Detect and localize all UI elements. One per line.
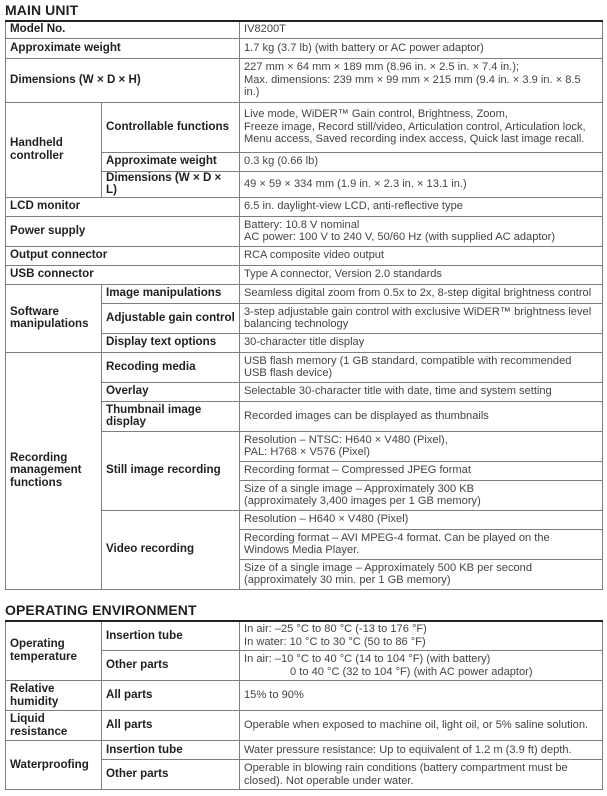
- value-line: USB flash device): [244, 367, 333, 380]
- group-label: [6, 681, 102, 711]
- row-label: Approximate weight: [6, 38, 240, 58]
- row-label: Insertion tube: [102, 621, 240, 651]
- row-label: Power supply: [6, 216, 240, 246]
- row-label: Other parts: [102, 651, 240, 681]
- row-label: Recoding media: [102, 352, 240, 382]
- value-line: AC power: 100 V to 240 V, 50/60 Hz (with supplied AC adaptor): [244, 231, 556, 244]
- row-value: [240, 480, 603, 510]
- value-line: Live mode, WiDER™ Gain control, Brightness, Zoom,: [244, 108, 508, 121]
- row-value: [240, 352, 603, 382]
- row-value: Resolution – H640 × V480 (Pixel): [240, 510, 603, 529]
- label-line: Software: [10, 304, 59, 318]
- row-value: [240, 621, 603, 651]
- row-label: Insertion tube: [102, 741, 240, 760]
- table-row: [6, 216, 603, 246]
- value-line: Recording format – AVI MPEG-4 format. Can be played on the: [244, 531, 550, 544]
- row-value: Recorded images can be displayed as thumbnails: [240, 401, 603, 431]
- row-label: Overlay: [102, 382, 240, 401]
- row-label: Output connector: [6, 246, 240, 265]
- value-line: in.): [244, 86, 260, 99]
- value-line: Max. dimensions: 239 mm × 99 mm × 215 mm (9.4 in. × 3.9 in. × 8.5: [244, 73, 581, 86]
- row-value: Operable when exposed to machine oil, light oil, or 5% saline solution.: [240, 711, 603, 741]
- value-line: 0 to 40 °C (32 to 104 °F) (with AC power adaptor): [290, 665, 533, 678]
- table-row: [6, 38, 603, 58]
- value-line: Freeze image, Record still/video, Articulation control, Articulation lock,: [244, 120, 586, 133]
- value-line: Operable in blowing rain conditions (battery compartment must be: [244, 762, 568, 775]
- value-line: In air: –10 °C to 40 °C (14 to 104 °F) (with battery): [244, 653, 491, 666]
- row-value: [240, 102, 603, 152]
- row-value: Type A connector, Version 2.0 standards: [240, 265, 603, 284]
- row-value: RCA composite video output: [240, 246, 603, 265]
- table-row: [6, 58, 603, 102]
- row-label: [102, 401, 240, 431]
- row-value: [240, 431, 603, 461]
- row-value: IV8200T: [240, 21, 603, 38]
- row-label: Approximate weight: [102, 152, 240, 171]
- label-line: Operating: [10, 637, 65, 651]
- row-value: Seamless digital zoom from 0.5x to 2x, 8-step digital brightness control: [240, 284, 603, 303]
- table-row: [6, 352, 603, 382]
- group-label: Waterproofing: [6, 741, 102, 790]
- table-row: [6, 711, 603, 741]
- row-label: Image manipulations: [102, 284, 240, 303]
- table-row: [6, 102, 603, 152]
- table-row: [6, 284, 603, 303]
- label-line: resistance: [10, 724, 68, 738]
- value-line: (approximately 30 min. per 1 GB memory): [244, 574, 451, 587]
- table-row: [6, 246, 603, 265]
- row-value: 0.3 kg (0.66 lb): [240, 152, 603, 171]
- value-line: Size of a single image – Approximately 300 KB: [244, 482, 475, 495]
- row-value: Selectable 30-character title with date, time and system setting: [240, 382, 603, 401]
- label-line: Thumbnail image: [106, 402, 202, 416]
- table-row: [6, 621, 603, 651]
- row-value: [240, 651, 603, 681]
- row-value: [240, 529, 603, 559]
- label-line: manipulations: [10, 317, 89, 331]
- row-value: [240, 216, 603, 246]
- row-value: 49 × 59 × 334 mm (1.9 in. × 2.3 in. × 13.1 in.): [240, 171, 603, 197]
- row-label: Display text options: [102, 333, 240, 352]
- row-label: Still image recording: [102, 431, 240, 510]
- label-line: Relative: [10, 682, 55, 696]
- value-line: balancing technology: [244, 318, 349, 331]
- operating-environment-table: [5, 620, 603, 791]
- value-line: In water: 10 °C to 30 °C (50 to 86 °F): [244, 635, 426, 648]
- row-label: Video recording: [102, 510, 240, 589]
- group-label: [6, 352, 102, 589]
- row-value: [240, 58, 603, 102]
- value-line: 227 mm × 64 mm × 189 mm (8.96 in. × 2.5 in. × 7.4 in.);: [244, 61, 520, 74]
- row-value: 30-character title display: [240, 333, 603, 352]
- value-line: PAL: H768 × V576 (Pixel): [244, 446, 370, 459]
- group-label: [6, 711, 102, 741]
- group-label: [6, 621, 102, 681]
- value-line: closed). Not operable under water.: [244, 774, 414, 787]
- row-label: Dimensions (W × D × L): [102, 171, 240, 197]
- value-line: Windows Media Player.: [244, 544, 360, 557]
- label-line: controller: [10, 148, 64, 162]
- row-label: USB connector: [6, 265, 240, 284]
- value-line: Battery: 10.8 V nominal: [244, 218, 360, 231]
- value-line: Size of a single image – Approximately 500 KB per second: [244, 561, 533, 574]
- table-row: [6, 741, 603, 760]
- group-label: [6, 102, 102, 197]
- row-label: Dimensions (W × D × H): [6, 58, 240, 102]
- table-row: [6, 21, 603, 38]
- value-line: Resolution – NTSC: H640 × V480 (Pixel),: [244, 433, 448, 446]
- main-unit-heading: MAIN UNIT: [5, 2, 79, 18]
- row-label: Other parts: [102, 760, 240, 790]
- label-line: temperature: [10, 649, 78, 663]
- table-row: [6, 265, 603, 284]
- label-line: Handheld: [10, 136, 63, 149]
- operating-environment-heading: OPERATING ENVIRONMENT: [5, 601, 197, 618]
- row-value: 15% to 90%: [240, 681, 603, 711]
- row-label: Controllable functions: [102, 102, 240, 152]
- value-line: In air: –25 °C to 80 °C (-13 to 176 °F): [244, 623, 427, 636]
- row-value: [240, 303, 603, 333]
- row-label: Model No.: [6, 21, 240, 38]
- value-line: Menu access, Saved recording index access, Quick last image recall.: [244, 133, 585, 146]
- row-value: Water pressure resistance: Up to equivalent of 1.2 m (3.9 ft) depth.: [240, 741, 603, 760]
- label-line: functions: [10, 475, 63, 489]
- row-label: LCD monitor: [6, 197, 240, 216]
- value-line: (approximately 3,400 images per 1 GB memory): [244, 495, 481, 508]
- group-label: [6, 284, 102, 352]
- row-value: [240, 760, 603, 790]
- row-value: 6.5 in. daylight-view LCD, anti-reflective type: [240, 197, 603, 216]
- label-line: management: [10, 463, 82, 477]
- label-line: Liquid: [10, 712, 45, 726]
- row-value: 1.7 kg (3.7 lb) (with battery or AC power adaptor): [240, 38, 603, 58]
- value-line: 3-step adjustable gain control with exclusive WiDER™ brightness level: [244, 305, 592, 318]
- main-unit-table: [5, 20, 603, 590]
- row-label: Adjustable gain control: [102, 303, 240, 333]
- label-line: humidity: [10, 694, 59, 708]
- row-label: All parts: [102, 711, 240, 741]
- label-line: Recording: [10, 450, 68, 464]
- value-line: USB flash memory (1 GB standard, compatible with recommended: [244, 354, 572, 367]
- label-line: display: [106, 415, 146, 429]
- row-label: All parts: [102, 681, 240, 711]
- table-row: [6, 681, 603, 711]
- table-row: [6, 197, 603, 216]
- row-value: [240, 559, 603, 589]
- row-value: Recording format – Compressed JPEG format: [240, 461, 603, 480]
